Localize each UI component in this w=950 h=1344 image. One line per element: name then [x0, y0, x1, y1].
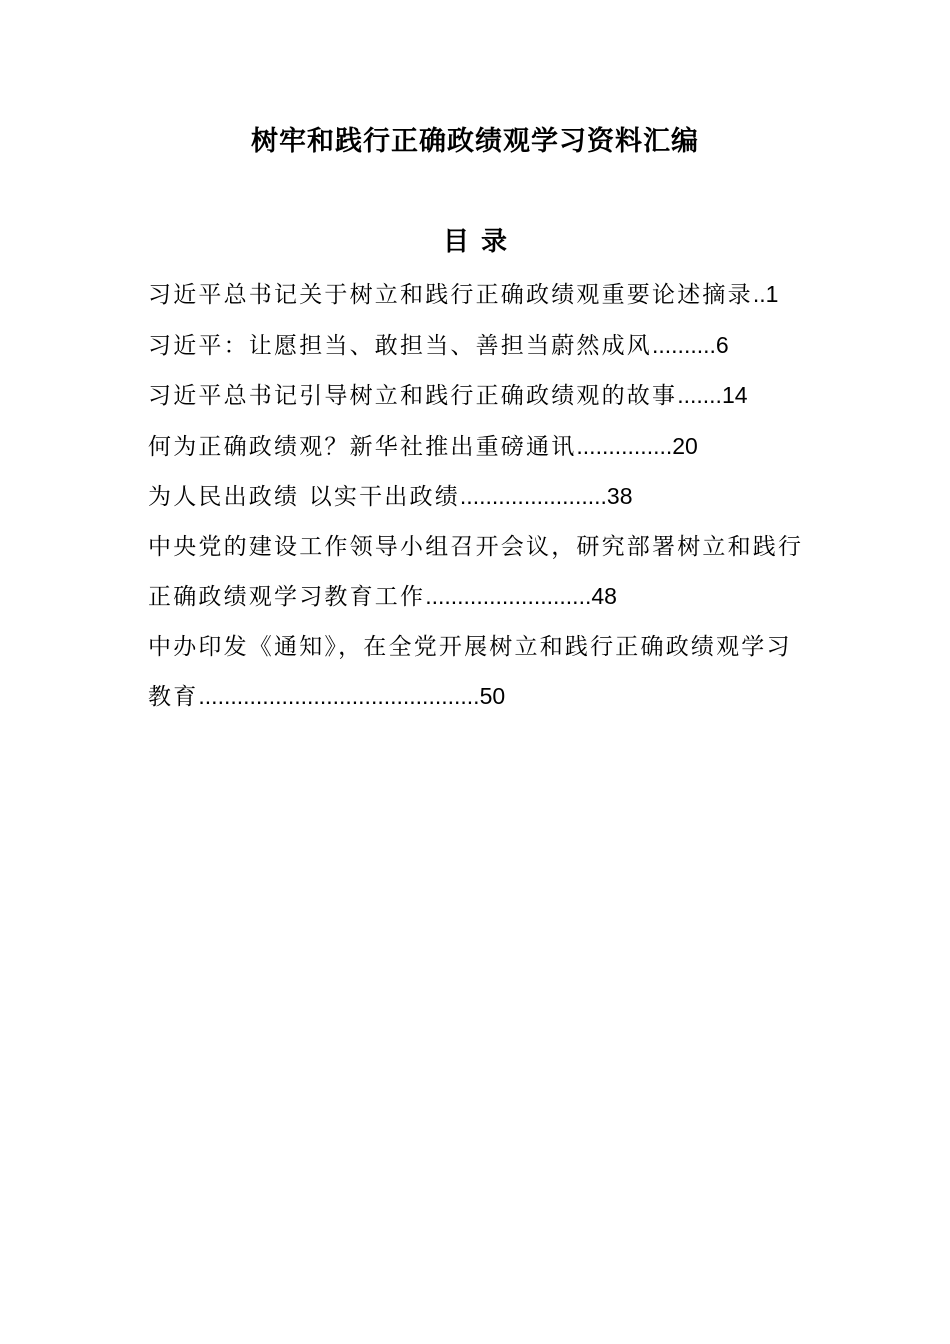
toc-entry-title: 习近平总书记关于树立和践行正确政绩观重要论述摘录: [148, 282, 753, 308]
toc-entry[interactable]: [148, 472, 808, 523]
toc-entry-leader: ..........: [652, 331, 716, 358]
toc-entry-title: 习近平：让愿担当、敢担当、善担当蔚然成风: [148, 332, 652, 359]
toc-entry-leader: ..: [752, 281, 766, 307]
toc-entry-page: 38: [606, 483, 633, 509]
toc-entry[interactable]: [148, 270, 808, 321]
toc-entry[interactable]: [148, 371, 808, 422]
toc-entry[interactable]: [148, 321, 808, 372]
toc-entry-leader: .......................: [459, 483, 607, 509]
toc-entry-page: 14: [721, 382, 748, 408]
toc-entry-leader: ............................................: [198, 683, 480, 709]
toc-entry[interactable]: [148, 422, 808, 473]
toc-entry-leader: ...............: [576, 432, 673, 459]
toc-heading: 目录: [442, 227, 519, 257]
toc-entry[interactable]: [148, 623, 808, 723]
toc-entry-page: 48: [591, 583, 617, 609]
document-title: 树牢和践行正确政绩观学习资料汇编: [251, 126, 699, 157]
toc-entry-title: 为人民出政绩 以实干出政绩: [148, 484, 460, 510]
toc-entry[interactable]: [148, 523, 808, 623]
toc-entry-page: 6: [715, 331, 729, 358]
toc-entry-page: 1: [765, 281, 779, 307]
toc-entry-leader: ..........................: [425, 583, 592, 609]
toc-entry-page: 20: [672, 432, 698, 459]
table-of-contents: [148, 270, 808, 723]
toc-entry-title: 习近平总书记引导树立和践行正确政绩观的故事: [148, 383, 678, 409]
toc-entry-leader: .......: [677, 382, 722, 408]
toc-entry-title: 中办印发《通知》，在全党开展树立和践行正确政绩观学习教育: [148, 633, 792, 710]
toc-entry-title: 中央党的建设工作领导小组召开会议，研究部署树立和践行正确政绩观学习教育工作: [148, 533, 804, 610]
toc-entry-page: 50: [479, 683, 506, 709]
toc-entry-title: 何为正确政绩观？新华社推出重磅通讯: [148, 433, 577, 460]
